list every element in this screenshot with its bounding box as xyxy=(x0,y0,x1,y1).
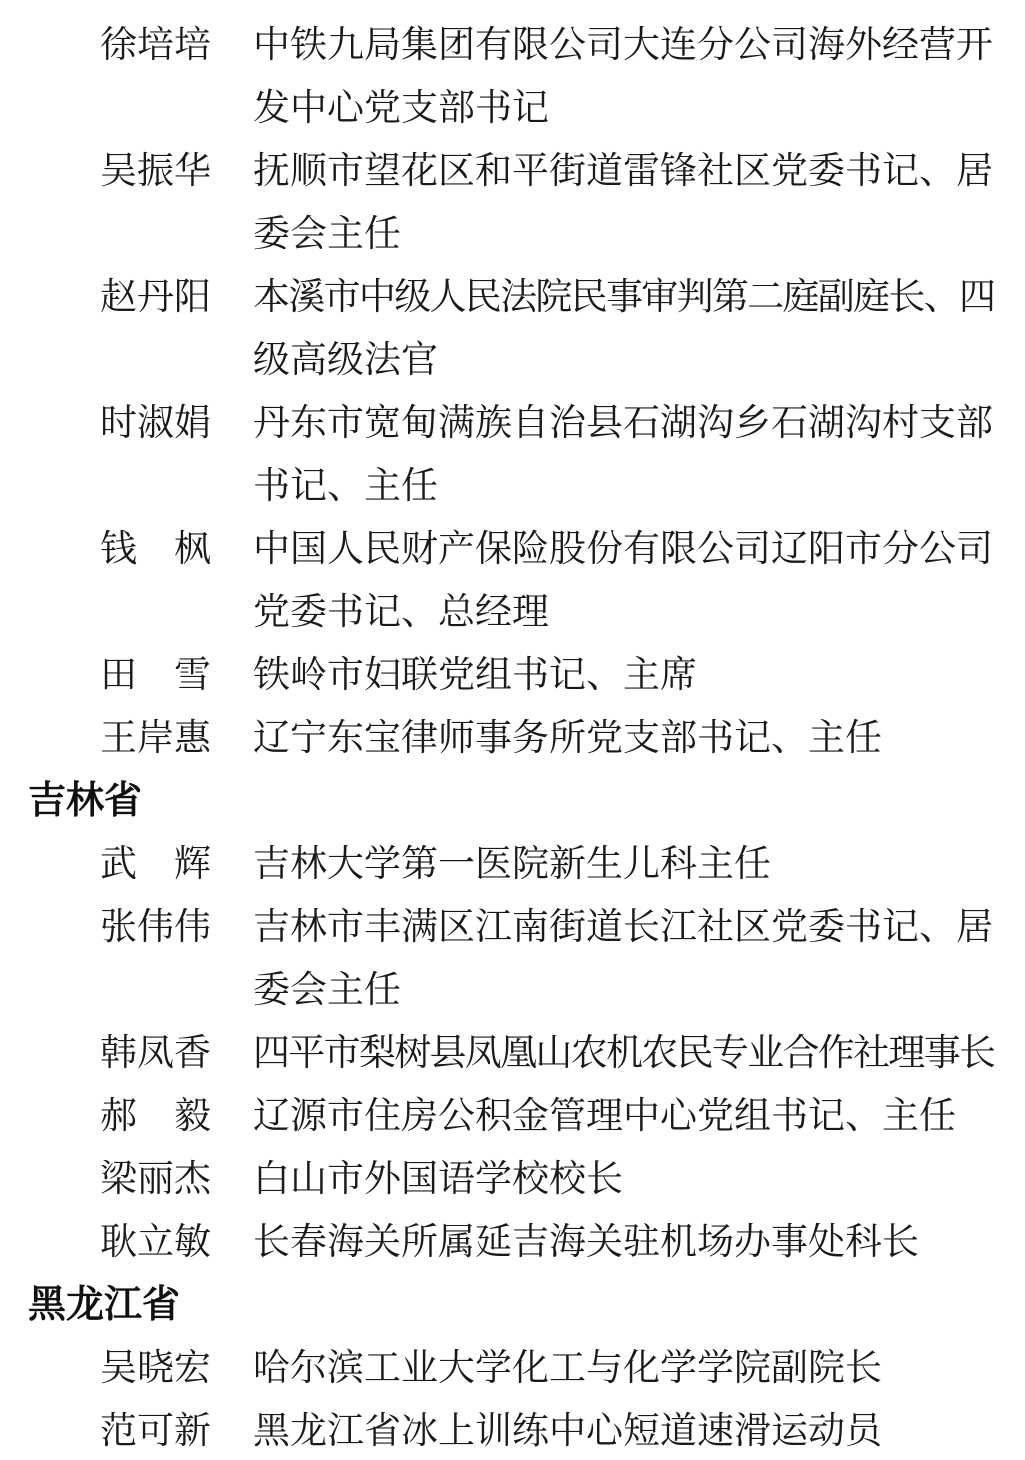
province-header xyxy=(0,770,1025,833)
person-name-char: 赵 xyxy=(100,277,137,318)
person-name xyxy=(100,518,211,581)
person-name xyxy=(100,644,211,707)
province-header-label: 吉林省 xyxy=(28,780,143,822)
position-title-line: 丹东市宽甸满族自治县石湖沟乡石湖沟村支部 xyxy=(253,403,993,444)
position-title-line: 长春海关所属延吉海关驻机场办事处科长 xyxy=(253,1222,919,1263)
person-name-char: 新 xyxy=(174,1411,211,1452)
entry-row xyxy=(0,1022,1025,1085)
person-name-char: 振 xyxy=(137,151,174,192)
person-name-char: 吴 xyxy=(100,1348,137,1389)
position-title-line: 白山市外国语学校校长 xyxy=(253,1159,623,1200)
position-title-line: 抚顺市望花区和平街道雷锋社区党委书记、居 xyxy=(253,151,993,192)
entry-row xyxy=(0,266,1025,329)
person-name-char: 凤 xyxy=(137,1033,174,1074)
person-name xyxy=(100,392,211,455)
position-title-line: 辽宁东宝律师事务所党支部书记、主任 xyxy=(253,718,882,759)
entry-continuation-row xyxy=(0,77,1025,140)
person-name-char: 华 xyxy=(174,151,211,192)
entry-row xyxy=(0,1400,1025,1460)
entry-continuation-row xyxy=(0,203,1025,266)
entry-continuation-row xyxy=(0,329,1025,392)
position-title-line: 黑龙江省冰上训练中心短道速滑运动员 xyxy=(253,1411,882,1452)
position-title-line: 委会主任 xyxy=(253,214,401,255)
person-name xyxy=(100,1022,211,1085)
person-name xyxy=(100,1337,211,1400)
entry-continuation-row xyxy=(0,581,1025,644)
entry-row xyxy=(0,833,1025,896)
position-title-line: 书记、主任 xyxy=(253,466,438,507)
person-name-char: 培 xyxy=(137,25,174,66)
person-name-char: 张 xyxy=(100,907,137,948)
person-name xyxy=(100,707,211,770)
entry-row xyxy=(0,392,1025,455)
person-name-char: 毅 xyxy=(174,1096,211,1137)
person-name-char: 阳 xyxy=(174,277,211,318)
person-name-char: 田 xyxy=(100,655,137,696)
entry-continuation-row xyxy=(0,455,1025,518)
entry-row xyxy=(0,140,1025,203)
position-title-line: 中铁九局集团有限公司大连分公司海外经营开 xyxy=(253,25,993,66)
person-name-char: 香 xyxy=(174,1033,211,1074)
person-name-char: 晓 xyxy=(137,1348,174,1389)
person-name xyxy=(100,896,211,959)
entry-row xyxy=(0,1337,1025,1400)
person-name-char: 杰 xyxy=(174,1159,211,1200)
person-name-char: 辉 xyxy=(174,844,211,885)
entry-row xyxy=(0,518,1025,581)
person-name-char: 岸 xyxy=(137,718,174,759)
person-name xyxy=(100,1211,211,1274)
person-name-char: 丽 xyxy=(137,1159,174,1200)
position-title-line: 辽源市住房公积金管理中心党组书记、主任 xyxy=(253,1096,956,1137)
position-title-line: 党委书记、总经理 xyxy=(253,592,549,633)
person-name-char: 惠 xyxy=(174,718,211,759)
position-title-line: 四平市梨树县凤凰山农机农民专业合作社理事长 xyxy=(253,1033,995,1074)
person-name xyxy=(100,1400,211,1460)
position-title-line: 级高级法官 xyxy=(253,340,438,381)
position-title-line: 中国人民财产保险股份有限公司辽阳市分公司 xyxy=(253,529,993,570)
person-name-char: 武 xyxy=(100,844,137,885)
province-header-label: 黑龙江省 xyxy=(28,1284,181,1326)
person-name xyxy=(100,140,211,203)
person-name-char: 宏 xyxy=(174,1348,211,1389)
person-name-char: 郝 xyxy=(100,1096,137,1137)
person-name-char: 王 xyxy=(100,718,137,759)
person-name-char: 娟 xyxy=(174,403,211,444)
entry-row xyxy=(0,14,1025,77)
entry-row xyxy=(0,1211,1025,1274)
province-header xyxy=(0,1274,1025,1337)
position-title-line: 委会主任 xyxy=(253,970,401,1011)
person-name-char: 伟 xyxy=(174,907,211,948)
person-name xyxy=(100,833,211,896)
person-name-char: 敏 xyxy=(174,1222,211,1263)
entry-continuation-row xyxy=(0,959,1025,1022)
entry-row xyxy=(0,896,1025,959)
person-name-char: 梁 xyxy=(100,1159,137,1200)
position-title-line: 吉林市丰满区江南街道长江社区党委书记、居 xyxy=(253,907,993,948)
position-title-line: 哈尔滨工业大学化工与化学学院副院长 xyxy=(253,1348,882,1389)
position-title-line: 发中心党支部书记 xyxy=(253,88,549,129)
person-name xyxy=(100,14,211,77)
position-title-line: 本溪市中级人民法院民事审判第二庭副庭长、四 xyxy=(253,277,995,318)
position-title-line: 吉林大学第一医院新生儿科主任 xyxy=(253,844,771,885)
person-name-char: 徐 xyxy=(100,25,137,66)
roster xyxy=(0,14,1025,1460)
entry-row xyxy=(0,1148,1025,1211)
person-name-char: 范 xyxy=(100,1411,137,1452)
person-name xyxy=(100,1085,211,1148)
person-name-char: 淑 xyxy=(137,403,174,444)
person-name-char: 可 xyxy=(137,1411,174,1452)
person-name-char: 枫 xyxy=(174,529,211,570)
entry-row xyxy=(0,644,1025,707)
entry-row xyxy=(0,1085,1025,1148)
person-name-char: 雪 xyxy=(174,655,211,696)
person-name xyxy=(100,266,211,329)
entry-row xyxy=(0,707,1025,770)
position-title-line: 铁岭市妇联党组书记、主席 xyxy=(253,655,697,696)
person-name-char: 耿 xyxy=(100,1222,137,1263)
person-name-char: 吴 xyxy=(100,151,137,192)
person-name-char: 钱 xyxy=(100,529,137,570)
person-name-char: 立 xyxy=(137,1222,174,1263)
person-name xyxy=(100,1148,211,1211)
person-name-char: 伟 xyxy=(137,907,174,948)
person-name-char: 丹 xyxy=(137,277,174,318)
person-name-char: 韩 xyxy=(100,1033,137,1074)
person-name-char: 时 xyxy=(100,403,137,444)
person-name-char: 培 xyxy=(174,25,211,66)
